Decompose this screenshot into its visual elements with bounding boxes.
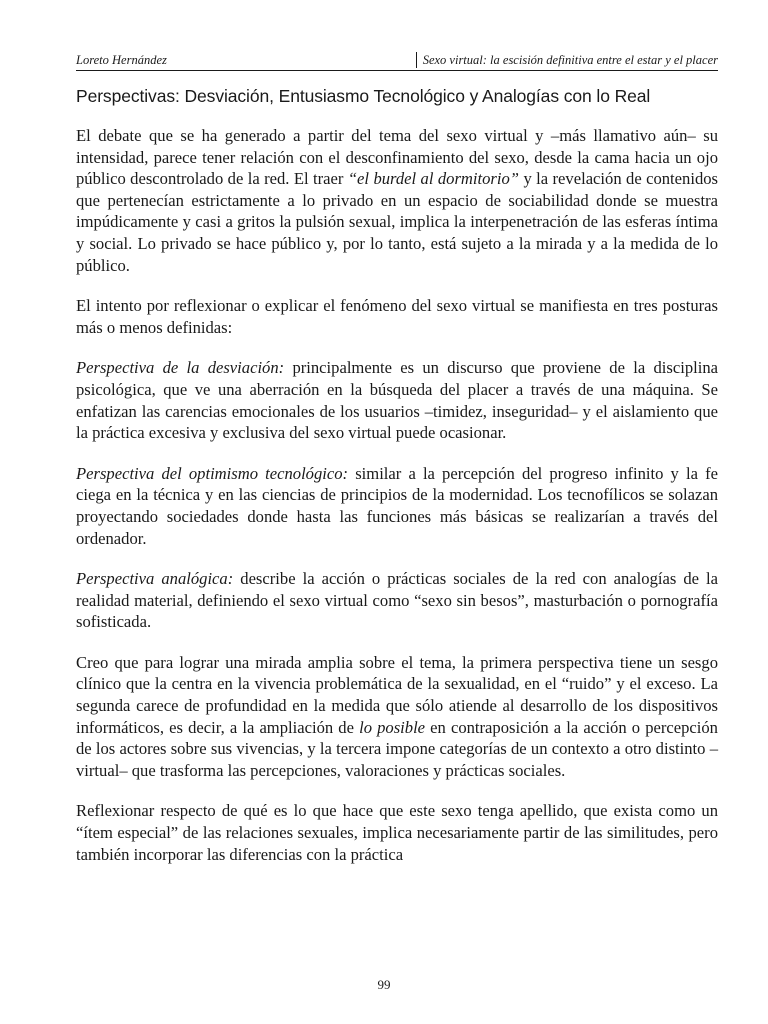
assessment-emphasis: lo posible xyxy=(359,717,426,737)
optimism-label: Perspectiva del optimismo tecnológico: xyxy=(76,463,349,483)
paragraph-intro-quote: “el burdel al dormitorio” xyxy=(347,169,520,189)
optimism-text: similar a la percepción del progreso infinito y la fe ciega en la técnica y en las ciencias de principios de la modernidad. Los tecnofílicos se solazan proyectando sociedades donde hasta las funciones más básicas se realizarían a través del ordenador. xyxy=(76,463,718,548)
paragraph-optimism xyxy=(76,463,718,549)
deviation-label: Perspectiva de la desviación: xyxy=(76,358,285,378)
header-author: Loreto Hernández xyxy=(76,53,167,67)
paragraph-intro-text-a: El debate que se ha generado a partir del tema del sexo virtual y –más llamativo aún– su intensidad, parece tener relación con el desconfinamiento del sexo, desde la cama hacia un ojo público descontrolado de la red. El traer xyxy=(76,126,718,189)
running-header xyxy=(76,52,718,71)
analogical-label: Perspectiva analógica: xyxy=(76,569,234,589)
paragraph-intro-text-c: y la revelación de contenidos que pertenecían estrictamente a lo privado en un espacio de sociabilidad donde se muestra impúdicamente y casi a gritos la pulsión sexual, implica la interpenetración de las esferas íntima y social. Lo privado se hace público y, por lo tanto, está sujeto a la mirada y a la medida de lo público. xyxy=(76,169,718,275)
page-number: 99 xyxy=(377,977,391,992)
deviation-text: principalmente es un discurso que proviene de la disciplina psicológica, que ve una aberración en la búsqueda del placer a través de una máquina. Se enfatizan las carencias emocionales de los usuarios –timidez, inseguridad– y el aislamiento que la práctica excesiva y exclusiva del sexo virtual puede ocasionar. xyxy=(76,358,718,443)
paragraph-reflection: Reflexionar respecto de qué es lo que hace que este sexo tenga apellido, que exista como un “ítem especial” de las relaciones sexuales, implica necesariamente partir de las similitudes, pero también incorporar las diferencias con la práctica xyxy=(76,801,718,864)
paragraph-analogical xyxy=(76,568,718,633)
paragraph-assessment xyxy=(76,652,718,782)
section-title: Perspectivas: Desviación, Entusiasmo Tecnológico y Analogías con lo Real xyxy=(76,86,651,106)
assessment-text-c: en contraposición a la acción o percepción de los actores sobre sus vivencias, y la tercera impone categorías de un contexto a otro distinto –virtual– que trasforma las percepciones, valoraciones y prácticas sociales. xyxy=(76,717,718,780)
paragraph-deviation xyxy=(76,357,718,443)
paragraph-postures: El intento por reflexionar o explicar el fenómeno del sexo virtual se manifiesta en tres posturas más o menos definidas: xyxy=(76,296,718,337)
book-page xyxy=(76,52,718,884)
analogical-text: describe la acción o prácticas sociales de la red con analogías de la realidad material, definiendo el sexo virtual como “sexo sin besos”, masturbación o pornografía sofisticada. xyxy=(76,569,718,632)
paragraph-intro xyxy=(76,125,718,276)
header-running-title: Sexo virtual: la escisión definitiva entre el estar y el placer xyxy=(416,52,718,68)
assessment-text-a: Creo que para lograr una mirada amplia sobre el tema, la primera perspectiva tiene un sesgo clínico que la centra en la vivencia problemática de la sexualidad, en el “ruido” y el exceso. La segunda carece de profundidad en la medida que sólo atiende al desarrollo de los dispositivos informáticos, es decir, a la ampliación de xyxy=(76,652,718,737)
